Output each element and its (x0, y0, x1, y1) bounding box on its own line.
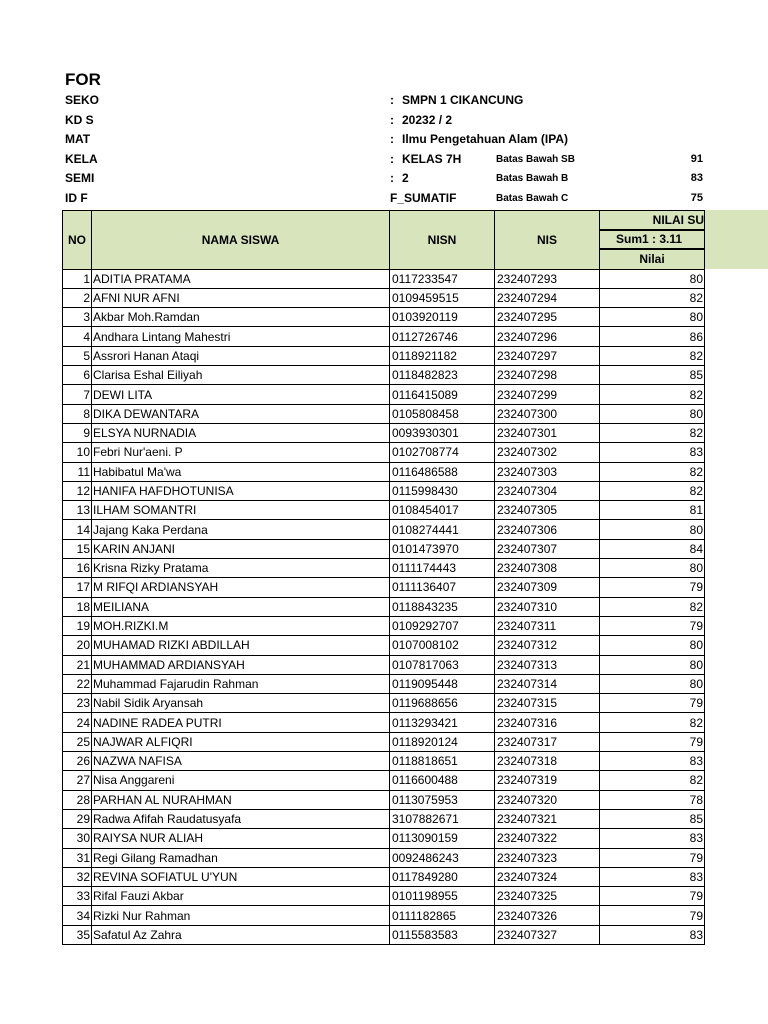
cell-name: RAIYSA NUR ALIAH (92, 829, 390, 848)
meta-row (65, 93, 765, 111)
cell-nisn: 0093930301 (390, 423, 495, 442)
table-row (63, 559, 705, 578)
cell-no: 17 (63, 578, 92, 597)
cell-name: ELSYA NURNADIA (92, 423, 390, 442)
cell-nis: 232407317 (495, 732, 600, 751)
cell-nilai: 80 (600, 269, 705, 288)
cell-nis: 232407322 (495, 829, 600, 848)
cell-nilai: 80 (600, 636, 705, 655)
meta-label: MAT (65, 132, 91, 146)
cell-name: NAZWA NAFISA (92, 752, 390, 771)
cell-name: KARIN ANJANI (92, 539, 390, 558)
cell-nis: 232407311 (495, 616, 600, 635)
table-row (63, 308, 705, 327)
cell-nilai: 82 (600, 423, 705, 442)
cell-name: Clarisa Eshal Eiliyah (92, 366, 390, 385)
cell-nisn: 0108454017 (390, 501, 495, 520)
meta-colon: : (390, 132, 394, 146)
cell-nilai: 80 (600, 559, 705, 578)
cell-no: 35 (63, 925, 92, 944)
cell-name: Nabil Sidik Aryansah (92, 694, 390, 713)
cell-name: Regi Gilang Ramadhan (92, 848, 390, 867)
cell-nis: 232407314 (495, 674, 600, 693)
meta-row (65, 152, 765, 170)
cell-nilai: 79 (600, 694, 705, 713)
table-row (63, 674, 705, 693)
table-row (63, 366, 705, 385)
cell-nisn: 0109459515 (390, 288, 495, 307)
table-row (63, 616, 705, 635)
cell-nisn: 0119095448 (390, 674, 495, 693)
cell-no: 5 (63, 346, 92, 365)
meta-row (65, 171, 765, 189)
table-row (63, 288, 705, 307)
cell-nilai: 83 (600, 829, 705, 848)
cell-nilai: 78 (600, 790, 705, 809)
threshold-value: 91 (690, 152, 703, 165)
cell-nis: 232407306 (495, 520, 600, 539)
cell-no: 21 (63, 655, 92, 674)
cell-name: Andhara Lintang Mahestri (92, 327, 390, 346)
cell-no: 32 (63, 867, 92, 886)
cell-nilai: 82 (600, 288, 705, 307)
meta-value: 20232 / 2 (402, 112, 453, 127)
cell-name: Rizki Nur Rahman (92, 906, 390, 925)
cell-no: 33 (63, 887, 92, 906)
table-row (63, 385, 705, 404)
cell-nilai: 79 (600, 732, 705, 751)
table-row (63, 404, 705, 423)
table-row (63, 906, 705, 925)
cell-nilai: 79 (600, 906, 705, 925)
cell-no: 3 (63, 308, 92, 327)
header-nisn: NISN (390, 211, 495, 270)
cell-no: 14 (63, 520, 92, 539)
cell-nis: 232407305 (495, 501, 600, 520)
cell-nisn: 0107817063 (390, 655, 495, 674)
meta-label: KD S (65, 112, 94, 127)
cell-nisn: 0118921182 (390, 346, 495, 365)
cell-no: 18 (63, 597, 92, 616)
cell-nis: 232407327 (495, 925, 600, 944)
cell-nisn: 3107882671 (390, 809, 495, 828)
cell-name: MOH.RIZKI.M (92, 616, 390, 635)
table-row (63, 501, 705, 520)
cell-nisn: 0092486243 (390, 848, 495, 867)
cell-no: 34 (63, 906, 92, 925)
table-row (63, 636, 705, 655)
table-row (63, 578, 705, 597)
cell-nilai: 80 (600, 655, 705, 674)
cell-nisn: 0112726746 (390, 327, 495, 346)
meta-label: SEMI (65, 171, 95, 185)
meta-colon: : (390, 93, 394, 107)
meta-value: Ilmu Pengetahuan Alam (IPA) (402, 132, 569, 146)
cell-nis: 232407293 (495, 269, 600, 288)
table-row (63, 694, 705, 713)
cell-name: Jajang Kaka Perdana (92, 520, 390, 539)
cell-nisn: 0109292707 (390, 616, 495, 635)
threshold-value: 83 (690, 172, 703, 184)
meta-value: F_SUMATIF (390, 190, 457, 205)
grades-table (62, 210, 705, 945)
cell-name: Habibatul Ma'wa (92, 462, 390, 481)
cell-nis: 232407302 (495, 443, 600, 462)
cell-no: 10 (63, 443, 92, 462)
cell-nilai: 85 (600, 809, 705, 828)
cell-nilai: 81 (600, 501, 705, 520)
meta-value: 2 (402, 171, 409, 185)
cell-no: 27 (63, 771, 92, 790)
cell-no: 25 (63, 732, 92, 751)
cell-nis: 232407304 (495, 481, 600, 500)
table-row (63, 520, 705, 539)
cell-no: 6 (63, 366, 92, 385)
cell-nisn: 0115583583 (390, 925, 495, 944)
header-sum-cell (600, 230, 705, 250)
meta-label: SEKO (65, 93, 100, 107)
cell-name: DEWI LITA (92, 385, 390, 404)
table-row (63, 713, 705, 732)
cell-name: MEILIANA (92, 597, 390, 616)
header-sum: Sum1 : 3.11 (600, 230, 705, 249)
header-fill-extension (705, 210, 768, 269)
cell-no: 28 (63, 790, 92, 809)
table-row (63, 423, 705, 442)
cell-nisn: 0111182865 (390, 906, 495, 925)
cell-nisn: 0108274441 (390, 520, 495, 539)
cell-name: Akbar Moh.Ramdan (92, 308, 390, 327)
table-row (63, 732, 705, 751)
cell-no: 2 (63, 288, 92, 307)
cell-nis: 232407316 (495, 713, 600, 732)
cell-nis: 232407325 (495, 887, 600, 906)
cell-no: 16 (63, 559, 92, 578)
cell-nis: 232407320 (495, 790, 600, 809)
meta-value: KELAS 7H (402, 151, 462, 166)
meta-label: ID F (65, 190, 88, 205)
table-row (63, 269, 705, 288)
cell-nis: 232407299 (495, 385, 600, 404)
cell-nisn: 0116486588 (390, 462, 495, 481)
table-row (63, 481, 705, 500)
header-nilai: Nilai (600, 250, 705, 269)
cell-no: 11 (63, 462, 92, 481)
cell-no: 22 (63, 674, 92, 693)
form-title: FOR (65, 70, 101, 89)
cell-nisn: 0118920124 (390, 732, 495, 751)
table-row (63, 771, 705, 790)
cell-no: 23 (63, 694, 92, 713)
cell-no: 24 (63, 713, 92, 732)
cell-nisn: 0113293421 (390, 713, 495, 732)
cell-nilai: 80 (600, 520, 705, 539)
table-row (63, 346, 705, 365)
cell-nis: 232407326 (495, 906, 600, 925)
cell-name: MUHAMAD RIZKI ABDILLAH (92, 636, 390, 655)
cell-nis: 232407296 (495, 327, 600, 346)
cell-name: AFNI NUR AFNI (92, 288, 390, 307)
cell-name: ADITIA PRATAMA (92, 269, 390, 288)
cell-nisn: 0111174443 (390, 559, 495, 578)
cell-name: DIKA DEWANTARA (92, 404, 390, 423)
table-row (63, 809, 705, 828)
table-row (63, 867, 705, 886)
cell-nisn: 0101473970 (390, 539, 495, 558)
cell-no: 31 (63, 848, 92, 867)
meta-value: SMPN 1 CIKANCUNG (402, 93, 524, 107)
cell-nisn: 0105808458 (390, 404, 495, 423)
cell-nilai: 82 (600, 385, 705, 404)
cell-no: 12 (63, 481, 92, 500)
cell-nisn: 0117849280 (390, 867, 495, 886)
cell-nis: 232407310 (495, 597, 600, 616)
cell-nilai: 83 (600, 752, 705, 771)
cell-nilai: 83 (600, 867, 705, 886)
cell-name: Assrori Hanan Ataqi (92, 346, 390, 365)
threshold-label: Batas Bawah C (496, 192, 569, 204)
table-row (63, 327, 705, 346)
cell-name: Muhammad Fajarudin Rahman (92, 674, 390, 693)
cell-nis: 232407298 (495, 366, 600, 385)
cell-nisn: 0116415089 (390, 385, 495, 404)
cell-no: 20 (63, 636, 92, 655)
cell-nilai: 82 (600, 713, 705, 732)
cell-no: 30 (63, 829, 92, 848)
table-row (63, 829, 705, 848)
cell-name: Rifal Fauzi Akbar (92, 887, 390, 906)
cell-no: 29 (63, 809, 92, 828)
meta-colon: : (390, 171, 394, 185)
cell-no: 19 (63, 616, 92, 635)
table-row (63, 925, 705, 944)
cell-nisn: 0101198955 (390, 887, 495, 906)
table-row (63, 848, 705, 867)
cell-nisn: 0111136407 (390, 578, 495, 597)
header-no: NO (63, 211, 92, 270)
table-row (63, 462, 705, 481)
table-row (63, 887, 705, 906)
table-row (63, 443, 705, 462)
cell-nilai: 82 (600, 481, 705, 500)
cell-nis: 232407324 (495, 867, 600, 886)
cell-no: 13 (63, 501, 92, 520)
table-row (63, 539, 705, 558)
cell-no: 4 (63, 327, 92, 346)
cell-nisn: 0118482823 (390, 366, 495, 385)
cell-name: REVINA SOFIATUL U'YUN (92, 867, 390, 886)
cell-no: 7 (63, 385, 92, 404)
cell-name: M RIFQI ARDIANSYAH (92, 578, 390, 597)
cell-nisn: 0113075953 (390, 790, 495, 809)
table-row (63, 655, 705, 674)
cell-name: PARHAN AL NURAHMAN (92, 790, 390, 809)
cell-nilai: 79 (600, 848, 705, 867)
cell-nisn: 0102708774 (390, 443, 495, 462)
cell-name: Safatul Az Zahra (92, 925, 390, 944)
meta-colon: : (390, 112, 394, 127)
cell-nis: 232407312 (495, 636, 600, 655)
threshold-label: Batas Bawah B (496, 173, 569, 184)
cell-nis: 232407313 (495, 655, 600, 674)
cell-name: MUHAMMAD ARDIANSYAH (92, 655, 390, 674)
cell-name: ILHAM SOMANTRI (92, 501, 390, 520)
cell-nilai: 80 (600, 674, 705, 693)
table-body (63, 269, 705, 944)
cell-nilai: 82 (600, 346, 705, 365)
cell-nisn: 0118843235 (390, 597, 495, 616)
cell-nisn: 0103920119 (390, 308, 495, 327)
table-row (63, 752, 705, 771)
cell-nilai: 83 (600, 443, 705, 462)
cell-name: Nisa Anggareni (92, 771, 390, 790)
table-row (63, 790, 705, 809)
cell-nilai: 82 (600, 771, 705, 790)
meta-row (65, 132, 765, 150)
cell-nis: 232407321 (495, 809, 600, 828)
cell-nilai: 80 (600, 308, 705, 327)
cell-nis: 232407307 (495, 539, 600, 558)
cell-name: Krisna Rizky Pratama (92, 559, 390, 578)
cell-nilai: 86 (600, 327, 705, 346)
cell-no: 26 (63, 752, 92, 771)
cell-nilai: 79 (600, 616, 705, 635)
cell-nis: 232407301 (495, 423, 600, 442)
cell-name: HANIFA HAFDHOTUNISA (92, 481, 390, 500)
cell-nilai: 85 (600, 366, 705, 385)
cell-name: NADINE RADEA PUTRI (92, 713, 390, 732)
header-nilai-group: NILAI SU (600, 211, 705, 230)
header-name: NAMA SISWA (92, 211, 390, 270)
cell-name: NAJWAR ALFIQRI (92, 732, 390, 751)
cell-nilai: 82 (600, 462, 705, 481)
meta-colon: : (390, 151, 394, 166)
cell-nis: 232407295 (495, 308, 600, 327)
cell-nisn: 0118818651 (390, 752, 495, 771)
threshold-value: 75 (690, 191, 703, 204)
threshold-label: Batas Bawah SB (496, 153, 575, 165)
cell-nis: 232407323 (495, 848, 600, 867)
cell-nilai: 83 (600, 925, 705, 944)
cell-nis: 232407315 (495, 694, 600, 713)
cell-no: 8 (63, 404, 92, 423)
cell-nilai: 84 (600, 539, 705, 558)
meta-row (65, 113, 765, 131)
cell-nis: 232407297 (495, 346, 600, 365)
cell-nisn: 0113090159 (390, 829, 495, 848)
cell-nis: 232407303 (495, 462, 600, 481)
header-nis: NIS (495, 211, 600, 270)
cell-name: Febri Nur'aeni. P (92, 443, 390, 462)
cell-nilai: 82 (600, 597, 705, 616)
meta-label: KELA (65, 151, 98, 166)
cell-nisn: 0119688656 (390, 694, 495, 713)
cell-no: 15 (63, 539, 92, 558)
cell-nis: 232407300 (495, 404, 600, 423)
cell-nilai: 79 (600, 887, 705, 906)
cell-nisn: 0116600488 (390, 771, 495, 790)
cell-nisn: 0115998430 (390, 481, 495, 500)
cell-nis: 232407318 (495, 752, 600, 771)
cell-no: 9 (63, 423, 92, 442)
meta-row (65, 191, 765, 209)
cell-nilai: 80 (600, 404, 705, 423)
cell-nilai: 79 (600, 578, 705, 597)
cell-nis: 232407319 (495, 771, 600, 790)
table-row (63, 597, 705, 616)
cell-nis: 232407308 (495, 559, 600, 578)
cell-nis: 232407309 (495, 578, 600, 597)
cell-nisn: 0107008102 (390, 636, 495, 655)
cell-nisn: 0117233547 (390, 269, 495, 288)
cell-no: 1 (63, 269, 92, 288)
cell-name: Radwa Afifah Raudatusyafa (92, 809, 390, 828)
cell-nis: 232407294 (495, 288, 600, 307)
